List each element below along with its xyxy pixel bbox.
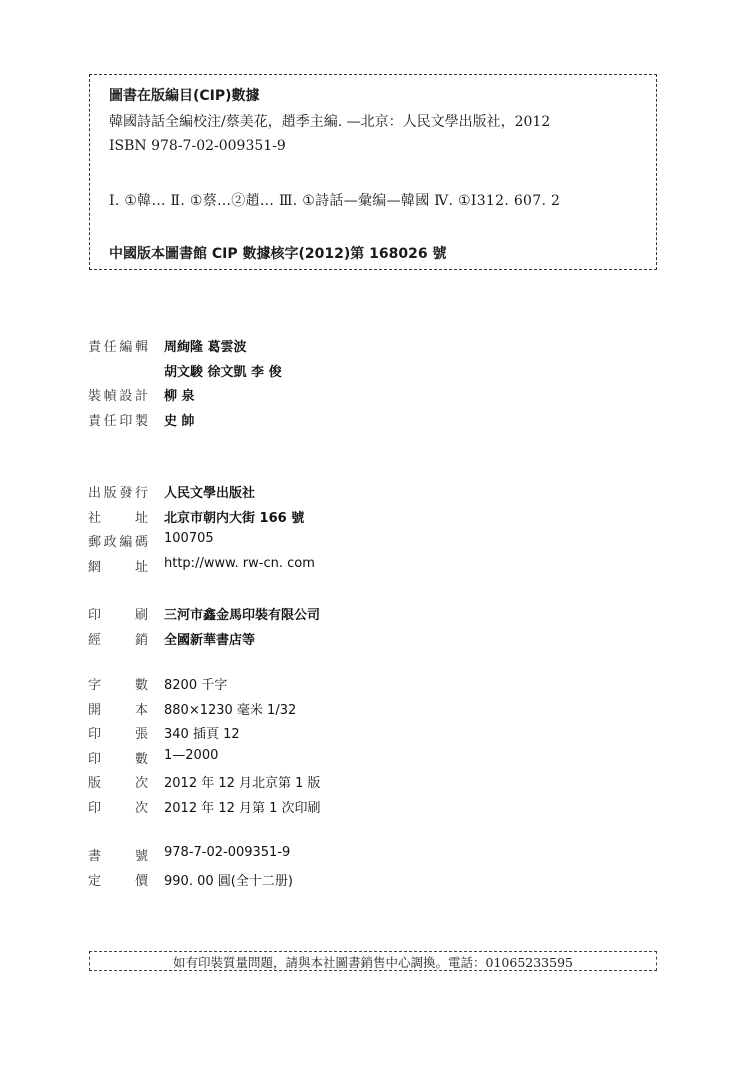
- spec-row: [88, 699, 648, 724]
- cip-classification-line: Ⅰ. ①韓… Ⅱ. ①蔡…②趙… Ⅲ. ①詩話—彙编—韓國 Ⅳ. ①I312. 607. 2: [109, 193, 561, 209]
- info-row: [88, 507, 648, 532]
- info-row: [88, 629, 648, 654]
- spec-value: 1—2000: [164, 747, 219, 763]
- spec-label: 版 次: [88, 776, 148, 792]
- spec-value: 340 插頁 12: [164, 727, 240, 743]
- website-link: http://www. rw-cn. com: [164, 555, 315, 571]
- credit-label: 責任印製: [88, 413, 148, 429]
- spec-value: 8200 千字: [164, 678, 228, 693]
- info-value: 三河市鑫金馬印裝有限公司: [164, 608, 321, 623]
- spec-row: [88, 797, 648, 822]
- credit-label: 裝幀設計: [88, 389, 148, 405]
- spec-row: [88, 772, 648, 797]
- info-label: 網 址: [88, 559, 148, 575]
- credit-row: [88, 385, 648, 410]
- staff-credits: [88, 336, 648, 434]
- info-label: 社 址: [88, 510, 148, 526]
- spec-label: 印 數: [88, 751, 148, 767]
- info-value: 100705: [164, 531, 214, 547]
- info-row: [88, 604, 648, 629]
- credit-row: [88, 410, 648, 435]
- spec-value: 2012 年 12 月第 1 次印刷: [164, 800, 321, 816]
- info-label: 出版發行: [88, 486, 148, 501]
- spec-row: [88, 674, 648, 699]
- spec-label: 書 號: [88, 849, 148, 864]
- info-row: [88, 556, 648, 581]
- credit-row: [88, 361, 648, 386]
- info-row: [88, 482, 648, 507]
- spec-label: 印 張: [88, 727, 148, 743]
- cip-title-line: 韓國詩話全編校注/蔡美花，趙季主編. —北京：人民文學出版社，2012: [109, 114, 551, 130]
- quality-notice-text: 如有印裝質量問題，請與本社圖書銷售中心調換。電話：01065233595: [173, 955, 573, 970]
- publisher-info: [88, 482, 648, 580]
- credit-value: 胡文駿 徐文凱 李 俊: [164, 364, 282, 380]
- spec-value: 2012 年 12 月北京第 1 版: [164, 776, 321, 792]
- cip-heading: 圖書在版編目(CIP)數據: [109, 88, 260, 104]
- book-number-value: 978-7-02-009351-9: [164, 845, 291, 860]
- info-label: 印 刷: [88, 608, 148, 623]
- spec-row: [88, 845, 648, 870]
- credit-value: 周絢隆 葛雲波: [164, 340, 247, 355]
- info-label: 經 銷: [88, 632, 148, 648]
- credit-value: 柳 泉: [164, 389, 195, 405]
- info-row: [88, 531, 648, 556]
- spec-label: 定 價: [88, 873, 148, 889]
- printing-info: [88, 604, 648, 653]
- spec-row: [88, 723, 648, 748]
- cip-record-line: 中國版本圖書館 CIP 數據核字(2012)第 168026 號: [109, 246, 447, 262]
- info-value: 北京市朝内大街 166 號: [164, 510, 305, 526]
- spec-label: 開 本: [88, 702, 148, 718]
- cip-isbn-line: ISBN 978-7-02-009351-9: [109, 138, 286, 154]
- quality-notice-box: [89, 951, 657, 971]
- isbn-price: [88, 845, 648, 894]
- info-value: 人民文學出版社: [164, 486, 256, 501]
- price-value: 990. 00 圓(全十二册): [164, 873, 293, 889]
- spec-label: 印 次: [88, 800, 148, 816]
- spec-row: [88, 748, 648, 773]
- info-label: 郵政編碼: [88, 535, 148, 551]
- info-value: 全國新華書店等: [164, 632, 256, 648]
- cip-data-box: [89, 74, 657, 270]
- credit-label: 責任編輯: [88, 340, 148, 355]
- spec-row: [88, 870, 648, 895]
- spec-label: 字 數: [88, 678, 148, 693]
- credit-value: 史 帥: [164, 413, 195, 429]
- spec-value: 880×1230 毫米 1/32: [164, 702, 297, 718]
- credit-row: [88, 336, 648, 361]
- book-specs: [88, 674, 648, 822]
